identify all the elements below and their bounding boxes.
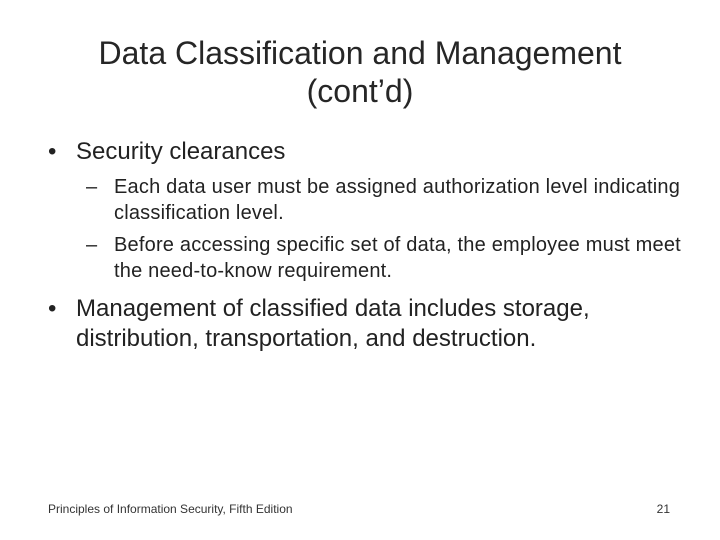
sub-bullet-authorization-level [86,174,688,226]
sub-bullet-marker: – [86,234,98,256]
slide-title-line-1: Data Classification and Management [98,35,622,71]
bullet-marker: • [48,295,57,322]
sub-bullet-list [86,174,688,284]
sub-bullet-marker: – [86,176,98,198]
slide-title-line-2: (cont’d) [306,73,414,109]
slide-title [40,34,680,110]
footer-source: Principles of Information Security, Fifth Edition [48,502,293,516]
slide-number: 21 [656,502,670,516]
bullet-management-classified-data [48,294,688,354]
sub-bullet-need-to-know [86,232,688,284]
bullet-security-clearances [48,137,688,167]
bullet-marker: • [48,138,57,165]
sub-bullet-text: Before accessing specific set of data, the employee must meet the need-to-know requirement. [114,234,681,282]
bullet-text: Management of classified data includes storage, distribution, transportation, and destruction. [76,295,590,352]
slide-body [48,137,688,354]
bullet-text: Security clearances [76,138,286,165]
sub-bullet-text: Each data user must be assigned authorization level indicating classification level. [114,176,681,224]
